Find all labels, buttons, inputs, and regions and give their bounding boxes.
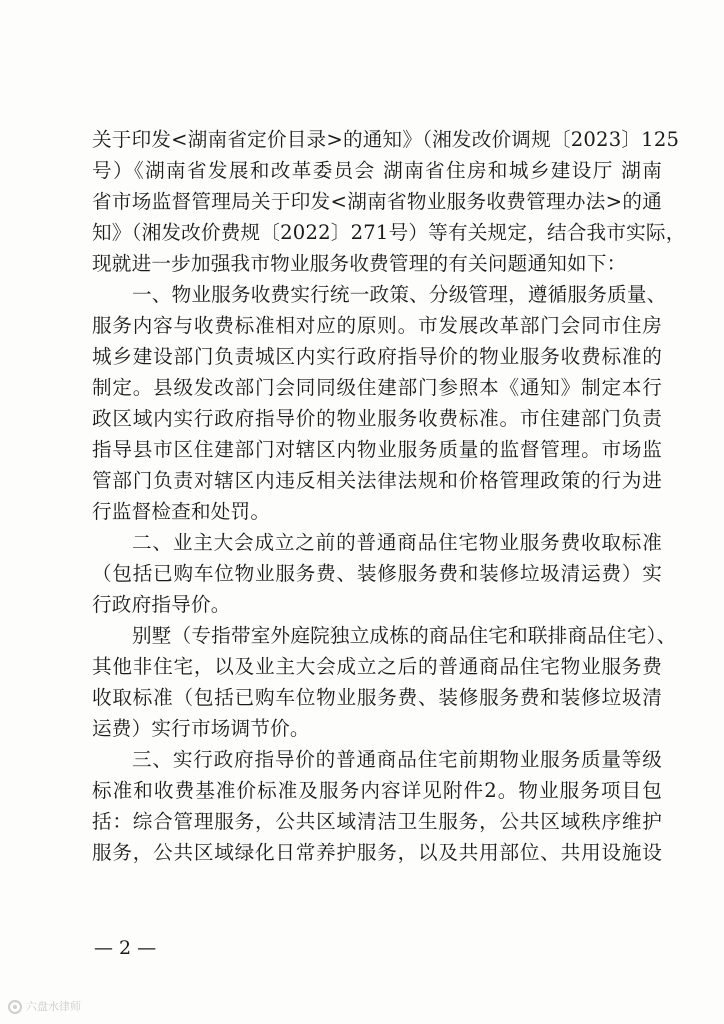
body-line: 省市场监督管理局关于印发<湖南省物业服务收费管理办法>的通 [92,190,662,213]
body-line: 号）《湖南省发展和改革委员会 湖南省住房和城乡建设厅 湖南 [92,159,662,182]
body-line: 服务内容与收费标准相对应的原则。市发展改革部门会同市住房 [92,314,662,337]
document-body [92,124,686,868]
body-line: 括：综合管理服务，公共区域清洁卫生服务，公共区域秩序维护 [92,810,662,833]
body-line: 城乡建设部门负责城区内实行政府指导价的物业服务收费标准的 [92,345,662,368]
body-line: 行监督检查和处罚。 [92,500,271,523]
body-line: 现就进一步加强我市物业服务收费管理的有关问题通知如下： [92,252,627,275]
paragraph-3-first-line: 别墅（专指带室外庭院独立成栋的商品住宅和联排商品住宅）、 [132,624,677,647]
body-line: 标准和收费基准价标准及服务内容详见附件2。物业服务项目包 [92,779,662,802]
circle-logo-icon [8,1000,22,1014]
body-line: 知》（湘发改价费规〔2022〕271号）等有关规定，结合我市实际， [92,221,686,244]
body-line: 收取标准（包括已购车位物业服务费、装修服务费和装修垃圾清 [92,686,662,709]
paragraph-4-first-line: 三、实行政府指导价的普通商品住宅前期物业服务质量等级 [132,748,662,771]
watermark [8,998,81,1016]
body-line: 制定。县级发改部门会同同级住建部门参照本《通知》制定本行 [92,376,662,399]
paragraph-1-first-line: 一、物业服务收费实行统一政策、分级管理，遵循服务质量、 [132,283,667,306]
body-line: 指导县市区住建部门对辖区内物业服务质量的监督管理。市场监 [92,438,662,461]
body-line: 管部门负责对辖区内违反相关法律法规和价格管理政策的行为进 [92,469,662,492]
body-line: 运费）实行市场调节价。 [92,717,310,740]
body-line: 关于印发<湖南省定价目录>的通知》（湘发改价调规〔2023〕125 [92,128,680,151]
body-line: 服务，公共区域绿化日常养护服务，以及共用部位、共用设施设 [92,841,662,864]
body-line: （包括已购车位物业服务费、装修服务费和装修垃圾清运费）实 [92,562,662,585]
watermark-text: 六盘水律师 [26,1000,81,1013]
body-line: 政区域内实行政府指导价的物业服务收费标准。市住建部门负责 [92,407,662,430]
body-line: 行政府指导价。 [92,593,231,616]
paragraph-2-first-line: 二、业主大会成立之前的普通商品住宅物业服务费收取标准 [132,531,662,554]
body-line: 其他非住宅，以及业主大会成立之后的普通商品住宅物业服务费 [92,655,662,678]
page-number: — 2 — [94,937,157,959]
